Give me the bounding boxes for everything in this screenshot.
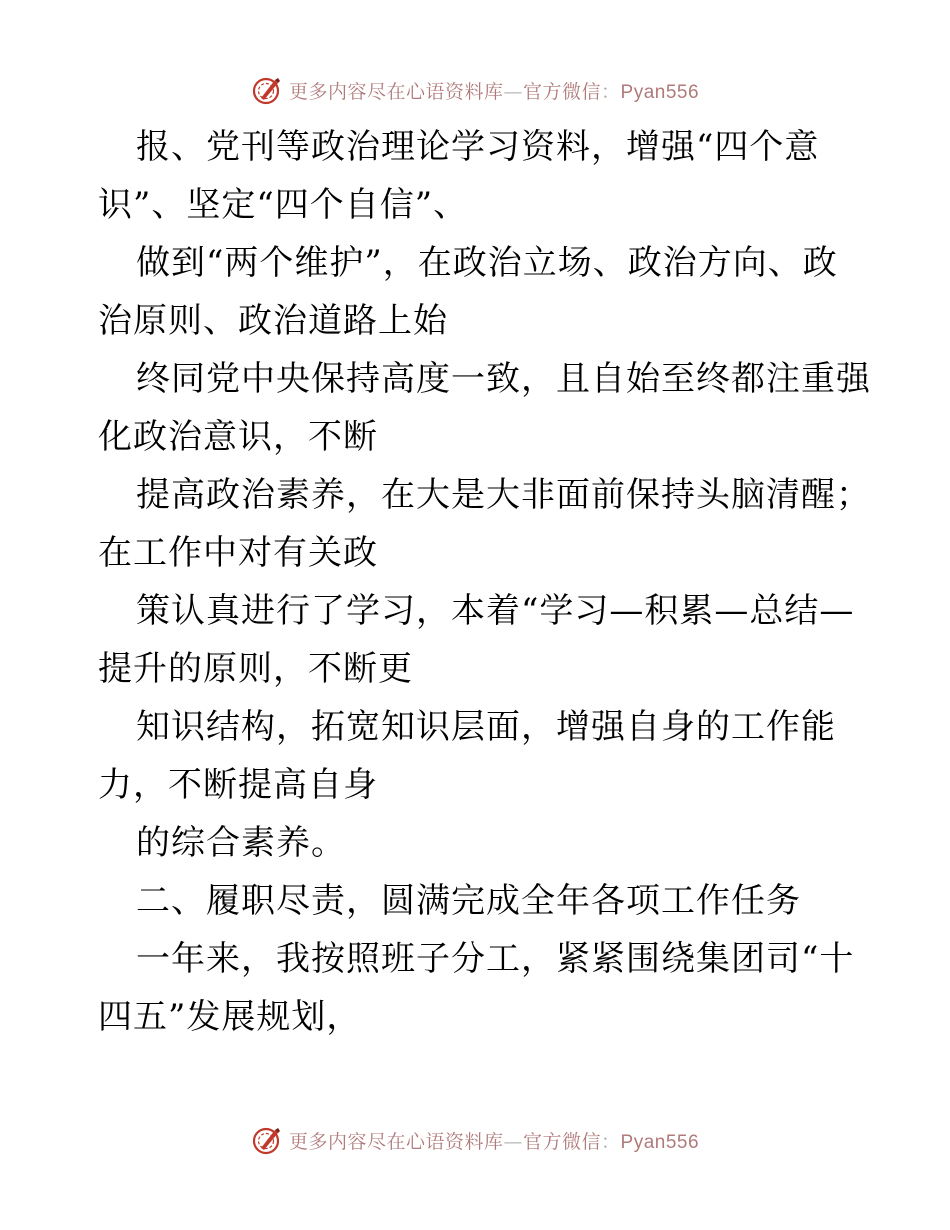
- footer-banner-text: [289, 1127, 699, 1154]
- footer-banner-org: 官方微信: [522, 1130, 601, 1153]
- footer-banner-main: 更多内容尽在心语资料库: [288, 1130, 504, 1153]
- body-line: 在工作中对有关政: [98, 533, 378, 573]
- body-line: 识”、坚定“四个自信”、: [98, 185, 469, 225]
- body-line: 治原则、政治道路上始: [98, 301, 448, 341]
- pen-circle-logo-icon: [251, 1124, 283, 1156]
- header-banner-main: 更多内容尽在心语资料库: [288, 80, 504, 103]
- footer-banner-id: Pyan556: [620, 1131, 700, 1153]
- body-line: 化政治意识，不断: [98, 417, 378, 457]
- body-line: 一年来，我按照班子分工，紧紧围绕集团司“十: [136, 939, 855, 979]
- footer-banner: [0, 1120, 950, 1160]
- body-line: 报、党刊等政治理论学习资料，增强“四个意: [136, 127, 820, 167]
- body-line: 四五”发展规划，: [98, 997, 362, 1037]
- body-text: [98, 118, 871, 1046]
- header-banner: [0, 70, 950, 110]
- section-heading: 二、履职尽责，圆满完成全年各项工作任务: [136, 881, 801, 921]
- body-line: 做到“两个维护”，在政治立场、政治方向、政: [136, 243, 838, 283]
- body-line: 力，不断提高自身: [98, 765, 378, 805]
- body-line: 知识结构，拓宽知识层面，增强自身的工作能: [136, 707, 836, 747]
- body-line: 提高政治素养，在大是大非面前保持头脑清醒；: [136, 475, 871, 515]
- body-line: 策认真进行了学习，本着“学习—积累—总结—: [136, 591, 855, 631]
- header-banner-sep: ：: [601, 80, 621, 103]
- header-banner-text: [289, 77, 699, 104]
- pen-circle-logo-icon: [251, 74, 283, 106]
- body-line: 的综合素养。: [136, 823, 346, 863]
- header-banner-dash: —: [503, 80, 523, 103]
- header-banner-id: Pyan556: [620, 81, 700, 103]
- body-line: 提升的原则，不断更: [98, 649, 413, 689]
- body-line: 终同党中央保持高度一致，且自始至终都注重强: [136, 359, 871, 399]
- header-banner-org: 官方微信: [522, 80, 601, 103]
- footer-banner-sep: ：: [601, 1130, 621, 1153]
- footer-banner-dash: —: [503, 1130, 523, 1153]
